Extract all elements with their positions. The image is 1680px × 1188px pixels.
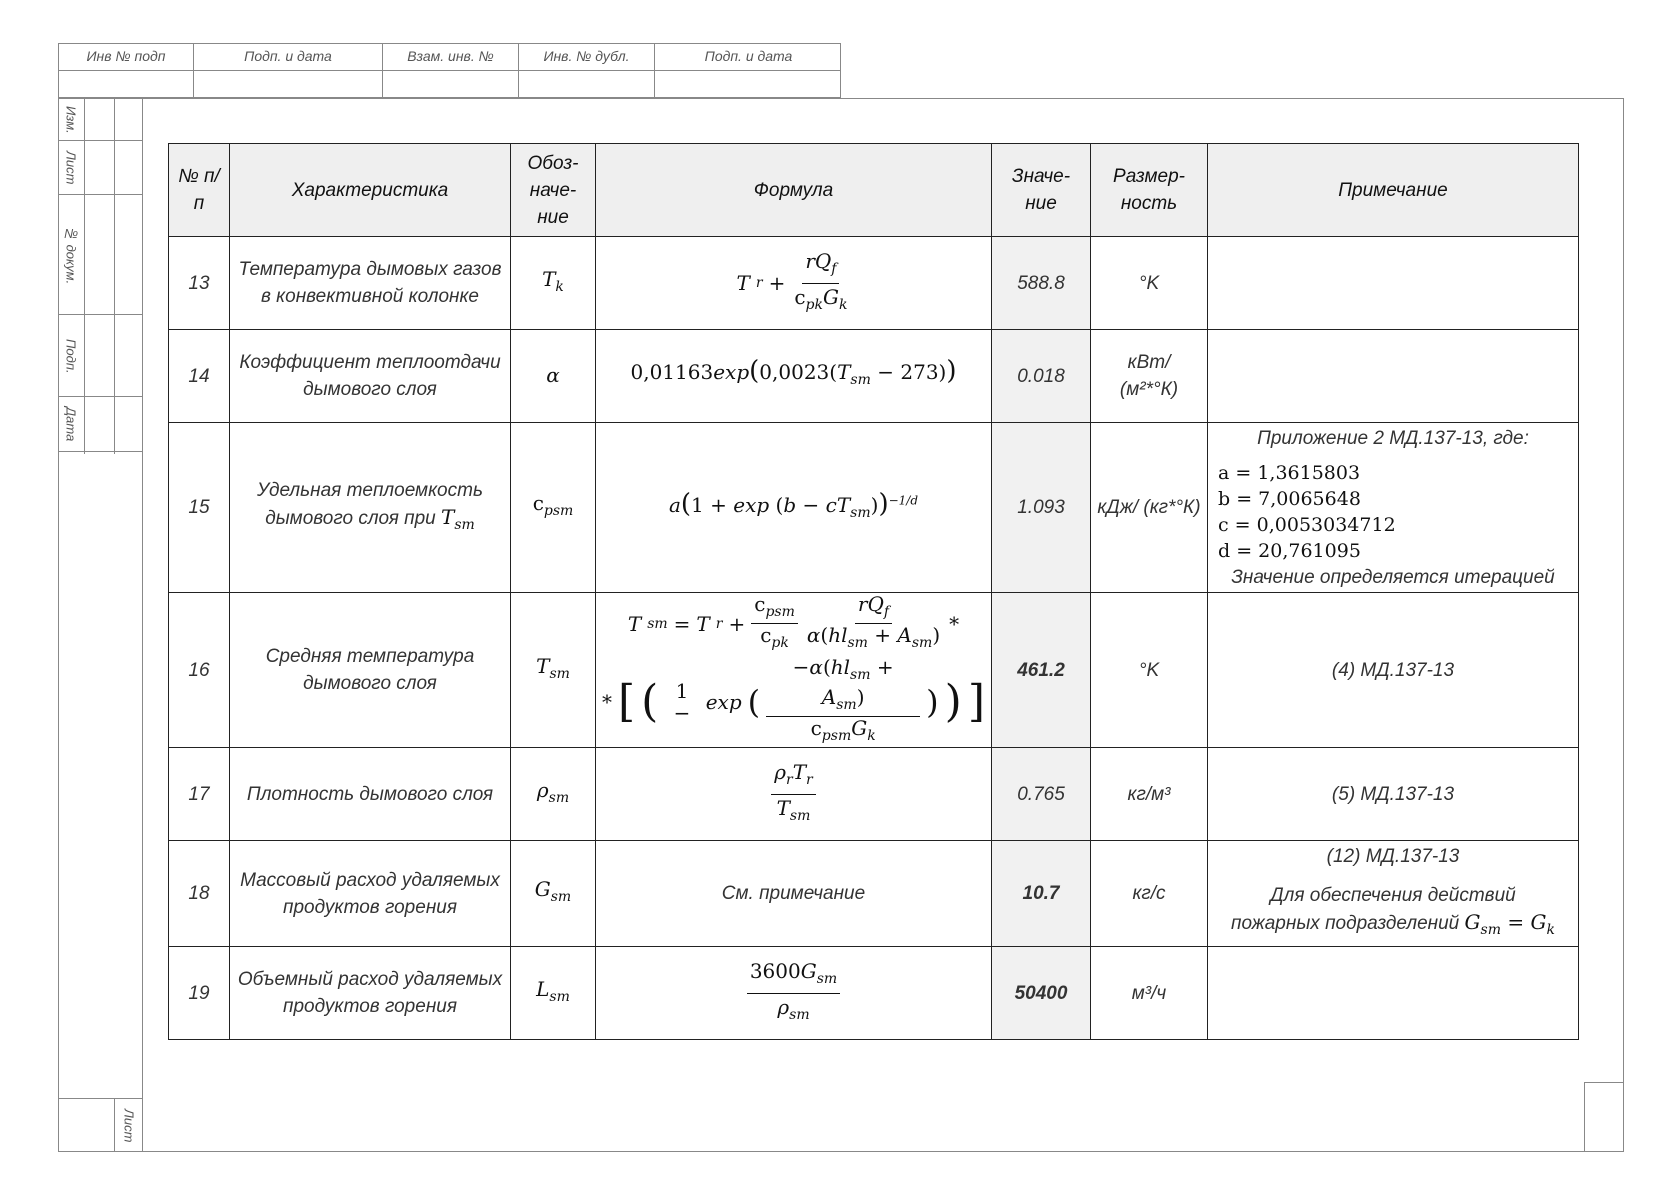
row-number: 17 — [169, 748, 230, 841]
note-text: Для обеспечения действий пожарных подразделений $G_{sm} = G_k$ — [1231, 885, 1555, 938]
note-param: a = 1,3615803 — [1218, 461, 1361, 484]
row-value: 1.093 — [992, 423, 1091, 593]
row-symbol: α — [511, 330, 596, 423]
table-row — [169, 841, 1579, 947]
header-value: Значе-ние — [992, 144, 1091, 237]
row-unit: °K — [1091, 593, 1208, 748]
row-number: 16 — [169, 593, 230, 748]
stamp-label: Подп. и дата — [704, 48, 793, 64]
header-characteristic: Характеристика — [230, 144, 511, 237]
row-symbol: $G_{sm}$ — [511, 841, 596, 947]
row-value: 588.8 — [992, 237, 1091, 330]
row-number: 19 — [169, 947, 230, 1040]
characteristics-table — [168, 143, 1579, 1040]
side-row — [58, 141, 142, 195]
row-number: 13 — [169, 237, 230, 330]
row-note — [1208, 423, 1579, 593]
row-characteristic: Температура дымовых газов в конвективной колонке — [230, 237, 511, 330]
side-row — [58, 98, 142, 141]
row-symbol: $T_k$ — [511, 237, 596, 330]
row-symbol: $\rho_{sm}$ — [511, 748, 596, 841]
row-unit: м³/ч — [1091, 947, 1208, 1040]
table-row — [169, 947, 1579, 1040]
sheet-number-box — [1584, 1082, 1624, 1152]
side-row — [58, 315, 142, 397]
row-value: 0.018 — [992, 330, 1091, 423]
note-title: Приложение 2 МД.137-13, где: — [1257, 427, 1529, 449]
side-label: Подп. — [63, 338, 79, 374]
side-label: Лист — [63, 151, 79, 185]
row-note — [1208, 947, 1579, 1040]
sheet-label: Лист — [121, 1109, 137, 1143]
header-unit: Размер-ность — [1091, 144, 1208, 237]
side-stamp — [58, 98, 142, 454]
row-unit: кДж/ (кг*°К) — [1091, 423, 1208, 593]
row-characteristic-text: Удельная теплоемкость дымового слоя при — [257, 479, 483, 529]
stamp-label: Подп. и дата — [244, 48, 332, 64]
bottom-left-stamp — [58, 1098, 142, 1152]
row-characteristic: Плотность дымового слоя — [230, 748, 511, 841]
table-row — [169, 237, 1579, 330]
stamp-divider — [59, 70, 840, 71]
row-number: 15 — [169, 423, 230, 593]
note-text-body: Для обеспечения действий пожарных подразделений — [1231, 885, 1516, 934]
stamp-label: Инв. № дубл. — [543, 48, 630, 64]
frame-inner-line — [142, 98, 143, 1152]
row-formula: $0,01163\exp(0,0023(T_{sm} - 273))$ — [596, 330, 992, 423]
note-param: d = 20,761095 — [1218, 539, 1361, 562]
row-formula: См. примечание — [596, 841, 992, 947]
row-formula: T r + $\frac{rQ_f}{c_{pk}G_k}$ — [596, 237, 992, 330]
table-row — [169, 423, 1579, 593]
row-characteristic: Средняя температура дымового слоя — [230, 593, 511, 748]
row-unit: кВт/ (м²*°К) — [1091, 330, 1208, 423]
stamp-label: Взам. инв. № — [407, 48, 494, 64]
row-formula: T sm = T r + $\frac{c_{psm}}{c_{pk}}$ $\frac{rQ_f}{\alpha(hl_{sm} + A_{sm})}$ * * [ ( 1 − exp ( $\frac{-\alpha(hl_{sm} + A_{sm})}{c_{psm}G_k}$ ) ) ] — [596, 593, 992, 748]
row-formula: $a(1 + \exp (b - cT_{sm}))^{-1/d}$ — [596, 423, 992, 593]
row-characteristic: Коэффициент теплоотдачи дымового слоя — [230, 330, 511, 423]
row-note — [1208, 330, 1579, 423]
row-value: 10.7 — [992, 841, 1091, 947]
table-row — [169, 748, 1579, 841]
row-characteristic: Массовый расход удаляемых продуктов горения — [230, 841, 511, 947]
row-unit: кг/м³ — [1091, 748, 1208, 841]
side-row — [58, 397, 142, 452]
side-label: Изм. — [63, 105, 79, 134]
table-header-row — [169, 144, 1579, 237]
row-unit: кг/с — [1091, 841, 1208, 947]
row-note: (4) МД.137-13 — [1208, 593, 1579, 748]
header-symbol: Обоз-наче-ние — [511, 144, 596, 237]
table-row — [169, 593, 1579, 748]
row-symbol: $T_{sm}$ — [511, 593, 596, 748]
row-note: (5) МД.137-13 — [1208, 748, 1579, 841]
row-note — [1208, 237, 1579, 330]
row-value: 0.765 — [992, 748, 1091, 841]
header-number: № п/п — [169, 144, 230, 237]
bottom-left-divider — [114, 1099, 115, 1152]
row-formula: $\frac{\rho_rT_r}{T_{sm}}$ — [596, 748, 992, 841]
row-formula: $\frac{3600G_{sm}}{\rho_{sm}}$ — [596, 947, 992, 1040]
note-tail: Значение определяется итерацией — [1231, 566, 1555, 588]
row-note — [1208, 841, 1579, 947]
stamp-label: Инв № подп — [86, 48, 166, 64]
note-ref: (12) МД.137-13 — [1326, 846, 1460, 867]
note-params — [1212, 460, 1574, 564]
row-number: 14 — [169, 330, 230, 423]
header-formula: Формула — [596, 144, 992, 237]
row-value: 461.2 — [992, 593, 1091, 748]
side-row — [58, 195, 142, 315]
side-label: Дата — [63, 407, 79, 442]
side-label: № докум. — [63, 225, 79, 285]
side-divider — [114, 98, 115, 454]
note-param: c = 0,0053034712 — [1218, 513, 1396, 536]
row-characteristic: Объемный расход удаляемых продуктов горения — [230, 947, 511, 1040]
row-symbol: $L_{sm}$ — [511, 947, 596, 1040]
side-divider — [84, 98, 85, 454]
row-characteristic: Удельная теплоемкость дымового слоя при $T_{sm}$ — [230, 423, 511, 593]
row-value: 50400 — [992, 947, 1091, 1040]
header-note: Примечание — [1208, 144, 1579, 237]
row-symbol: $c_{psm}$ — [511, 423, 596, 593]
note-param: b = 7,0065648 — [1218, 487, 1361, 510]
top-stamp — [58, 43, 841, 98]
table-row — [169, 330, 1579, 423]
row-unit: °K — [1091, 237, 1208, 330]
row-number: 18 — [169, 841, 230, 947]
